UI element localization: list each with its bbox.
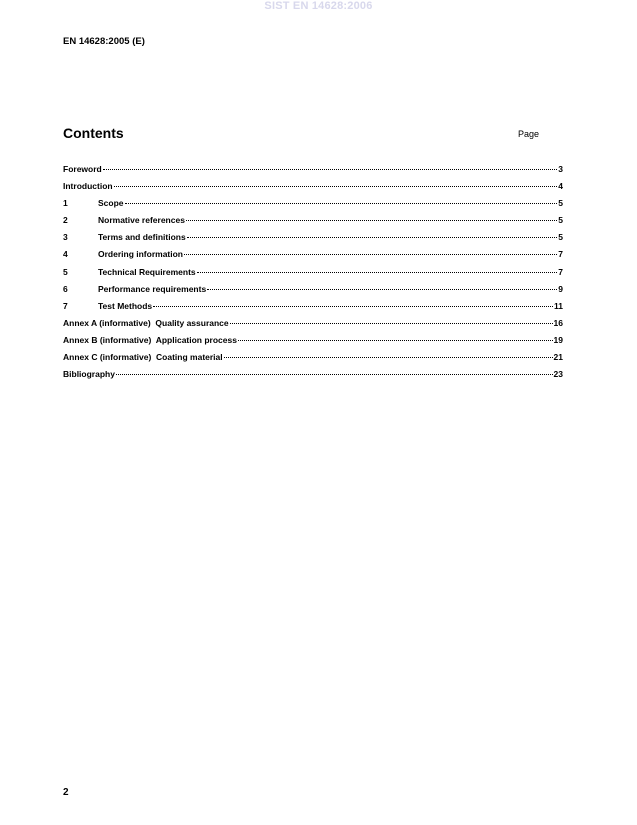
toc-entry-page: 16 bbox=[553, 317, 563, 328]
toc-entry-page: 7 bbox=[558, 266, 563, 277]
toc-entry-page: 21 bbox=[553, 352, 563, 363]
toc-entry-number: 4 bbox=[63, 249, 68, 260]
toc-dot-leader bbox=[116, 364, 553, 375]
toc-dot-leader bbox=[197, 262, 558, 273]
toc-entry-page: 5 bbox=[558, 232, 563, 243]
toc-entry-number: 3 bbox=[63, 232, 68, 243]
toc-dot-leader bbox=[153, 296, 553, 307]
toc-dot-leader bbox=[230, 313, 553, 324]
table-of-contents bbox=[63, 161, 563, 383]
toc-entry-page: 5 bbox=[558, 198, 563, 209]
toc-entry-page: 19 bbox=[553, 334, 563, 345]
toc-entry-page: 11 bbox=[554, 300, 563, 311]
toc-dot-leader bbox=[186, 210, 557, 221]
toc-entry-title: Scope bbox=[98, 198, 124, 209]
toc-entry-title: Introduction bbox=[63, 181, 113, 192]
toc-entry-page: 9 bbox=[558, 283, 563, 294]
toc-entry-title: Annex A (informative) Quality assurance bbox=[63, 317, 229, 328]
toc-entry-title: Technical Requirements bbox=[98, 266, 196, 277]
toc-entry-title: Normative references bbox=[98, 215, 185, 226]
toc-entry-title: Foreword bbox=[63, 164, 102, 174]
toc-entry-title: Annex B (informative) Application process bbox=[63, 334, 237, 345]
toc-dot-leader bbox=[238, 330, 553, 341]
toc-dot-leader bbox=[125, 193, 558, 204]
toc-entry-number: 6 bbox=[63, 283, 68, 294]
toc-entry-title: Terms and definitions bbox=[98, 232, 186, 243]
toc-entry-title: Test Methods bbox=[98, 300, 153, 311]
toc-entry-title: Ordering information bbox=[98, 249, 183, 260]
toc-entry-page: 7 bbox=[558, 249, 563, 260]
toc-entry[interactable] bbox=[63, 366, 563, 383]
toc-entry-number: 5 bbox=[63, 266, 68, 277]
toc-dot-leader bbox=[207, 279, 557, 290]
toc-dot-leader bbox=[187, 227, 558, 238]
contents-heading: Contents bbox=[63, 125, 124, 141]
toc-entry-page: 5 bbox=[558, 215, 563, 226]
toc-entry-title: Performance requirements bbox=[98, 283, 207, 294]
page-number: 2 bbox=[63, 787, 69, 798]
watermark: SIST EN 14628:2006 bbox=[264, 0, 373, 12]
toc-dot-leader bbox=[224, 347, 553, 358]
toc-entry-title: Annex C (informative) Coating material bbox=[63, 352, 223, 363]
toc-entry-number: 1 bbox=[63, 198, 68, 209]
toc-dot-leader bbox=[103, 159, 558, 170]
toc-entry-number: 2 bbox=[63, 215, 68, 226]
toc-entry-title: Bibliography bbox=[63, 369, 115, 380]
toc-entry-page: 3 bbox=[558, 164, 563, 174]
toc-entry-number: 7 bbox=[63, 300, 68, 311]
toc-dot-leader bbox=[184, 244, 557, 255]
toc-dot-leader bbox=[114, 176, 558, 187]
page-column-label: Page bbox=[518, 129, 540, 139]
document-identifier: EN 14628:2005 (E) bbox=[63, 36, 145, 47]
toc-entry-page: 4 bbox=[558, 181, 563, 192]
toc-entry-page: 23 bbox=[553, 369, 563, 380]
